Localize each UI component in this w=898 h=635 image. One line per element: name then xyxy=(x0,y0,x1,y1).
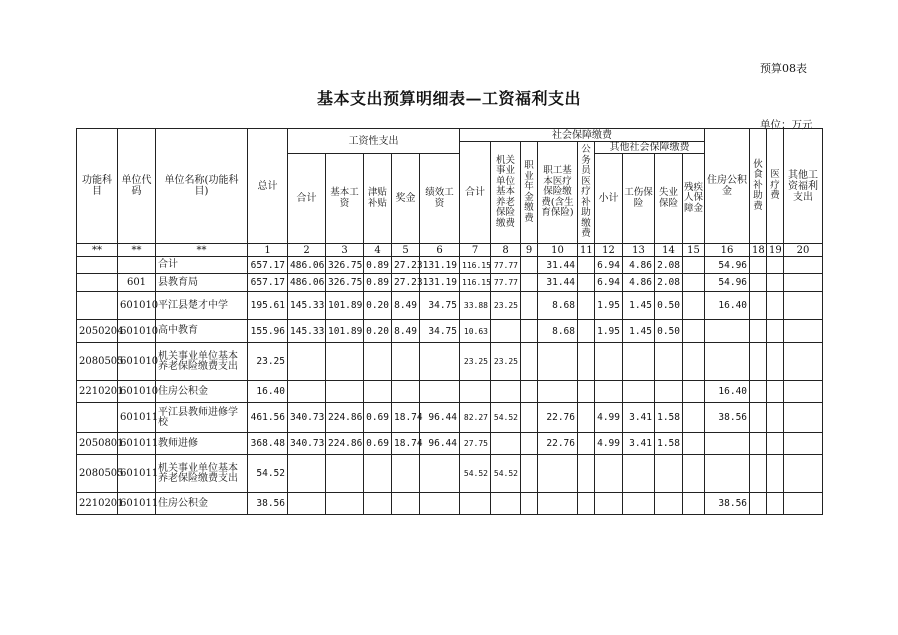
func-code-cell xyxy=(77,292,118,320)
value-cell: 0.69 xyxy=(364,403,392,433)
value-cell xyxy=(521,403,538,433)
value-cell: 22.76 xyxy=(538,433,578,455)
value-cell xyxy=(326,381,364,403)
value-cell: 22.76 xyxy=(538,403,578,433)
value-cell xyxy=(623,493,655,515)
func-code-cell: 2050801 xyxy=(77,433,118,455)
value-cell xyxy=(538,343,578,381)
value-cell xyxy=(595,455,623,493)
value-cell xyxy=(521,381,538,403)
value-cell xyxy=(784,343,823,381)
value-cell: 1.45 xyxy=(623,292,655,320)
value-cell xyxy=(578,343,595,381)
index-row xyxy=(77,244,823,257)
value-cell: 54.52 xyxy=(491,455,521,493)
value-cell: 34.75 xyxy=(420,320,460,343)
value-cell xyxy=(750,320,767,343)
value-cell xyxy=(538,381,578,403)
salary-welfare-table xyxy=(76,128,823,515)
value-cell xyxy=(521,433,538,455)
value-cell xyxy=(288,493,326,515)
value-cell: 38.56 xyxy=(705,493,750,515)
value-cell: 1.58 xyxy=(655,433,683,455)
index-cell: 6 xyxy=(420,244,460,257)
value-cell: 4.86 xyxy=(623,274,655,292)
unit-name-cell: 高中教育 xyxy=(156,320,248,343)
value-cell: 16.40 xyxy=(248,381,288,403)
value-cell xyxy=(750,274,767,292)
value-cell xyxy=(784,257,823,274)
value-cell: 6.94 xyxy=(595,274,623,292)
value-cell xyxy=(683,320,705,343)
index-cell: 9 xyxy=(521,244,538,257)
value-cell xyxy=(538,493,578,515)
value-cell xyxy=(655,343,683,381)
value-cell: 18.74 xyxy=(392,433,420,455)
index-cell: 13 xyxy=(623,244,655,257)
value-cell: 54.96 xyxy=(705,274,750,292)
unit-code-cell: 601010 xyxy=(118,343,156,381)
unit-code-cell: 601011 xyxy=(118,403,156,433)
value-cell: 77.77 xyxy=(491,257,521,274)
header-pension: 机关事业单位基本养老保险缴费 xyxy=(491,142,521,244)
value-cell xyxy=(767,455,784,493)
value-cell: 0.20 xyxy=(364,320,392,343)
value-cell xyxy=(578,292,595,320)
value-cell xyxy=(623,343,655,381)
value-cell xyxy=(705,455,750,493)
value-cell: 131.19 xyxy=(420,274,460,292)
value-cell xyxy=(784,274,823,292)
index-cell: ** xyxy=(118,244,156,257)
value-cell: 38.56 xyxy=(248,493,288,515)
value-cell: 27.23 xyxy=(392,257,420,274)
value-cell xyxy=(683,493,705,515)
header-func-code: 功能科目 xyxy=(77,129,118,244)
value-cell xyxy=(683,274,705,292)
value-cell xyxy=(683,343,705,381)
value-cell xyxy=(683,292,705,320)
value-cell xyxy=(784,292,823,320)
value-cell: 1.95 xyxy=(595,320,623,343)
value-cell xyxy=(578,493,595,515)
value-cell xyxy=(578,274,595,292)
header-disability: 残疾人保障金 xyxy=(683,154,705,244)
value-cell xyxy=(420,343,460,381)
table-row xyxy=(77,274,823,292)
value-cell: 23.25 xyxy=(460,343,491,381)
value-cell: 0.50 xyxy=(655,320,683,343)
header-unit-code: 单位代码 xyxy=(118,129,156,244)
value-cell: 224.86 xyxy=(326,433,364,455)
value-cell: 1.95 xyxy=(595,292,623,320)
table-row xyxy=(77,455,823,493)
value-cell: 0.20 xyxy=(364,292,392,320)
value-cell: 340.73 xyxy=(288,433,326,455)
value-cell xyxy=(578,320,595,343)
header-housing: 住房公积金 xyxy=(705,129,750,244)
value-cell: 195.61 xyxy=(248,292,288,320)
value-cell xyxy=(578,455,595,493)
value-cell: 326.75 xyxy=(326,274,364,292)
value-cell xyxy=(623,381,655,403)
value-cell xyxy=(683,455,705,493)
value-cell: 3.41 xyxy=(623,403,655,433)
value-cell: 101.89 xyxy=(326,292,364,320)
table-row xyxy=(77,292,823,320)
unit-name-cell: 平江县教师进修学校 xyxy=(156,403,248,433)
value-cell xyxy=(683,433,705,455)
value-cell: 4.99 xyxy=(595,403,623,433)
header-civil-medical: 公务员医疗补助缴费 xyxy=(578,142,595,244)
unit-label: 单位：万元 xyxy=(760,119,813,131)
value-cell: 96.44 xyxy=(420,403,460,433)
header-unemployment: 失业保险 xyxy=(655,154,683,244)
header-social-group: 社会保障缴费 xyxy=(460,129,705,142)
index-cell: 14 xyxy=(655,244,683,257)
unit-name-cell: 住房公积金 xyxy=(156,493,248,515)
header-other-social-group: 其他社会保障缴费 xyxy=(595,142,705,154)
func-code-cell xyxy=(77,257,118,274)
value-cell xyxy=(767,381,784,403)
value-cell: 657.17 xyxy=(248,274,288,292)
value-cell: 3.41 xyxy=(623,433,655,455)
unit-name-cell: 机关事业单位基本养老保险缴费支出 xyxy=(156,343,248,381)
value-cell xyxy=(364,381,392,403)
value-cell xyxy=(784,433,823,455)
value-cell xyxy=(578,257,595,274)
value-cell xyxy=(578,433,595,455)
value-cell: 8.68 xyxy=(538,292,578,320)
table-row xyxy=(77,493,823,515)
header-total: 总计 xyxy=(248,129,288,244)
value-cell: 2.08 xyxy=(655,257,683,274)
value-cell: 486.06 xyxy=(288,274,326,292)
unit-name-cell: 机关事业单位基本养老保险缴费支出 xyxy=(156,455,248,493)
value-cell: 16.40 xyxy=(705,292,750,320)
header-meal: 伙食补助费 xyxy=(750,129,767,244)
value-cell xyxy=(364,493,392,515)
value-cell xyxy=(655,493,683,515)
value-cell: 31.44 xyxy=(538,257,578,274)
value-cell xyxy=(521,257,538,274)
value-cell: 4.86 xyxy=(623,257,655,274)
value-cell: 0.89 xyxy=(364,274,392,292)
value-cell: 23.25 xyxy=(491,292,521,320)
index-cell: 8 xyxy=(491,244,521,257)
value-cell: 145.33 xyxy=(288,320,326,343)
value-cell xyxy=(705,433,750,455)
value-cell xyxy=(392,343,420,381)
value-cell: 0.89 xyxy=(364,257,392,274)
value-cell xyxy=(784,403,823,433)
index-cell: 5 xyxy=(392,244,420,257)
value-cell: 10.63 xyxy=(460,320,491,343)
index-cell: 1 xyxy=(248,244,288,257)
value-cell xyxy=(750,493,767,515)
unit-code-cell: 601010 xyxy=(118,381,156,403)
index-cell: 15 xyxy=(683,244,705,257)
value-cell xyxy=(491,493,521,515)
value-cell xyxy=(460,493,491,515)
value-cell: 34.75 xyxy=(420,292,460,320)
value-cell: 0.69 xyxy=(364,433,392,455)
value-cell: 8.49 xyxy=(392,292,420,320)
value-cell xyxy=(364,455,392,493)
value-cell: 131.19 xyxy=(420,257,460,274)
value-cell xyxy=(750,257,767,274)
table-row xyxy=(77,381,823,403)
value-cell: 368.48 xyxy=(248,433,288,455)
header-unit-name: 单位名称(功能科目) xyxy=(156,129,248,244)
value-cell: 27.75 xyxy=(460,433,491,455)
header-salary-group: 工资性支出 xyxy=(288,129,460,154)
header-bonus: 奖金 xyxy=(392,154,420,244)
index-cell: 3 xyxy=(326,244,364,257)
header-allowance: 津贴补贴 xyxy=(364,154,392,244)
value-cell xyxy=(705,320,750,343)
value-cell: 6.94 xyxy=(595,257,623,274)
value-cell: 101.89 xyxy=(326,320,364,343)
value-cell xyxy=(767,493,784,515)
value-cell: 54.52 xyxy=(491,403,521,433)
table-row xyxy=(77,320,823,343)
value-cell xyxy=(784,320,823,343)
value-cell xyxy=(767,320,784,343)
value-cell: 54.52 xyxy=(460,455,491,493)
func-code-cell: 2080505 xyxy=(77,455,118,493)
unit-code-cell: 601011 xyxy=(118,455,156,493)
value-cell xyxy=(750,455,767,493)
value-cell: 33.88 xyxy=(460,292,491,320)
value-cell xyxy=(578,403,595,433)
value-cell xyxy=(750,343,767,381)
unit-code-cell: 601010 xyxy=(118,320,156,343)
value-cell: 23.25 xyxy=(248,343,288,381)
value-cell xyxy=(750,381,767,403)
value-cell: 18.74 xyxy=(392,403,420,433)
value-cell xyxy=(521,320,538,343)
value-cell: 54.52 xyxy=(248,455,288,493)
value-cell xyxy=(683,257,705,274)
value-cell xyxy=(521,455,538,493)
header-med-fee: 医疗费 xyxy=(767,129,784,244)
value-cell: 38.56 xyxy=(705,403,750,433)
value-cell xyxy=(784,455,823,493)
header-other-welfare: 其他工资福利支出 xyxy=(784,129,823,244)
value-cell xyxy=(521,343,538,381)
index-cell: 2 xyxy=(288,244,326,257)
func-code-cell: 2210201 xyxy=(77,493,118,515)
value-cell: 8.49 xyxy=(392,320,420,343)
value-cell xyxy=(491,381,521,403)
value-cell xyxy=(288,343,326,381)
value-cell xyxy=(420,381,460,403)
index-cell: 11 xyxy=(578,244,595,257)
index-cell: ** xyxy=(156,244,248,257)
form-number: 预算08表 xyxy=(760,62,807,75)
value-cell xyxy=(655,381,683,403)
value-cell xyxy=(767,292,784,320)
header-social-subtotal: 合计 xyxy=(460,142,491,244)
index-cell: 10 xyxy=(538,244,578,257)
value-cell: 16.40 xyxy=(705,381,750,403)
table-row xyxy=(77,433,823,455)
header-medical: 职工基本医疗保险缴费(含生育保险) xyxy=(538,142,578,244)
value-cell xyxy=(326,455,364,493)
value-cell xyxy=(326,343,364,381)
value-cell xyxy=(767,433,784,455)
value-cell xyxy=(392,493,420,515)
unit-name-cell: 住房公积金 xyxy=(156,381,248,403)
value-cell: 96.44 xyxy=(420,433,460,455)
value-cell xyxy=(521,292,538,320)
value-cell xyxy=(784,493,823,515)
value-cell: 116.15 xyxy=(460,274,491,292)
index-cell: 20 xyxy=(784,244,823,257)
index-cell: ** xyxy=(77,244,118,257)
func-code-cell: 2050204 xyxy=(77,320,118,343)
value-cell: 77.77 xyxy=(491,274,521,292)
unit-code-cell: 601010 xyxy=(118,292,156,320)
value-cell xyxy=(705,343,750,381)
value-cell xyxy=(595,493,623,515)
value-cell xyxy=(623,455,655,493)
value-cell: 145.33 xyxy=(288,292,326,320)
index-cell: 4 xyxy=(364,244,392,257)
func-code-cell xyxy=(77,274,118,292)
header-injury: 工伤保险 xyxy=(623,154,655,244)
unit-name-cell: 合计 xyxy=(156,257,248,274)
value-cell xyxy=(521,274,538,292)
value-cell xyxy=(288,381,326,403)
value-cell: 224.86 xyxy=(326,403,364,433)
value-cell xyxy=(767,403,784,433)
value-cell: 155.96 xyxy=(248,320,288,343)
value-cell: 8.68 xyxy=(538,320,578,343)
value-cell xyxy=(538,455,578,493)
value-cell xyxy=(750,292,767,320)
value-cell: 1.45 xyxy=(623,320,655,343)
func-code-cell xyxy=(77,403,118,433)
value-cell xyxy=(683,403,705,433)
unit-name-cell: 县教育局 xyxy=(156,274,248,292)
func-code-cell: 2080505 xyxy=(77,343,118,381)
index-cell: 18 xyxy=(750,244,767,257)
index-cell: 7 xyxy=(460,244,491,257)
value-cell xyxy=(491,320,521,343)
value-cell xyxy=(767,274,784,292)
value-cell xyxy=(750,433,767,455)
header-salary-subtotal: 合计 xyxy=(288,154,326,244)
index-cell: 19 xyxy=(767,244,784,257)
table-row xyxy=(77,403,823,433)
value-cell: 0.50 xyxy=(655,292,683,320)
value-cell: 82.27 xyxy=(460,403,491,433)
value-cell xyxy=(595,381,623,403)
value-cell: 340.73 xyxy=(288,403,326,433)
func-code-cell: 2210201 xyxy=(77,381,118,403)
unit-code-cell xyxy=(118,257,156,274)
value-cell: 27.23 xyxy=(392,274,420,292)
value-cell: 116.15 xyxy=(460,257,491,274)
value-cell: 23.25 xyxy=(491,343,521,381)
header-performance: 绩效工资 xyxy=(420,154,460,244)
value-cell xyxy=(420,455,460,493)
value-cell xyxy=(420,493,460,515)
value-cell xyxy=(326,493,364,515)
value-cell: 657.17 xyxy=(248,257,288,274)
value-cell xyxy=(767,343,784,381)
index-cell: 12 xyxy=(595,244,623,257)
value-cell: 461.56 xyxy=(248,403,288,433)
value-cell xyxy=(392,455,420,493)
header-annuity: 职业年金缴费 xyxy=(521,142,538,244)
unit-code-cell: 601 xyxy=(118,274,156,292)
unit-name-cell: 平江县楚才中学 xyxy=(156,292,248,320)
value-cell: 54.96 xyxy=(705,257,750,274)
value-cell xyxy=(784,381,823,403)
header-basic-salary: 基本工资 xyxy=(326,154,364,244)
value-cell xyxy=(767,257,784,274)
value-cell xyxy=(521,493,538,515)
header-other-subtotal: 小计 xyxy=(595,154,623,244)
page-title: 基本支出预算明细表—工资福利支出 xyxy=(316,89,581,108)
value-cell xyxy=(655,455,683,493)
value-cell: 326.75 xyxy=(326,257,364,274)
value-cell: 4.99 xyxy=(595,433,623,455)
table-row xyxy=(77,257,823,274)
value-cell xyxy=(288,455,326,493)
value-cell xyxy=(460,381,491,403)
index-cell: 16 xyxy=(705,244,750,257)
value-cell: 1.58 xyxy=(655,403,683,433)
value-cell: 486.06 xyxy=(288,257,326,274)
unit-code-cell: 601011 xyxy=(118,433,156,455)
value-cell xyxy=(364,343,392,381)
value-cell xyxy=(491,433,521,455)
value-cell: 2.08 xyxy=(655,274,683,292)
value-cell xyxy=(392,381,420,403)
value-cell xyxy=(750,403,767,433)
value-cell xyxy=(578,381,595,403)
value-cell: 31.44 xyxy=(538,274,578,292)
unit-name-cell: 教师进修 xyxy=(156,433,248,455)
table-row xyxy=(77,343,823,381)
value-cell xyxy=(683,381,705,403)
unit-code-cell: 601011 xyxy=(118,493,156,515)
value-cell xyxy=(595,343,623,381)
